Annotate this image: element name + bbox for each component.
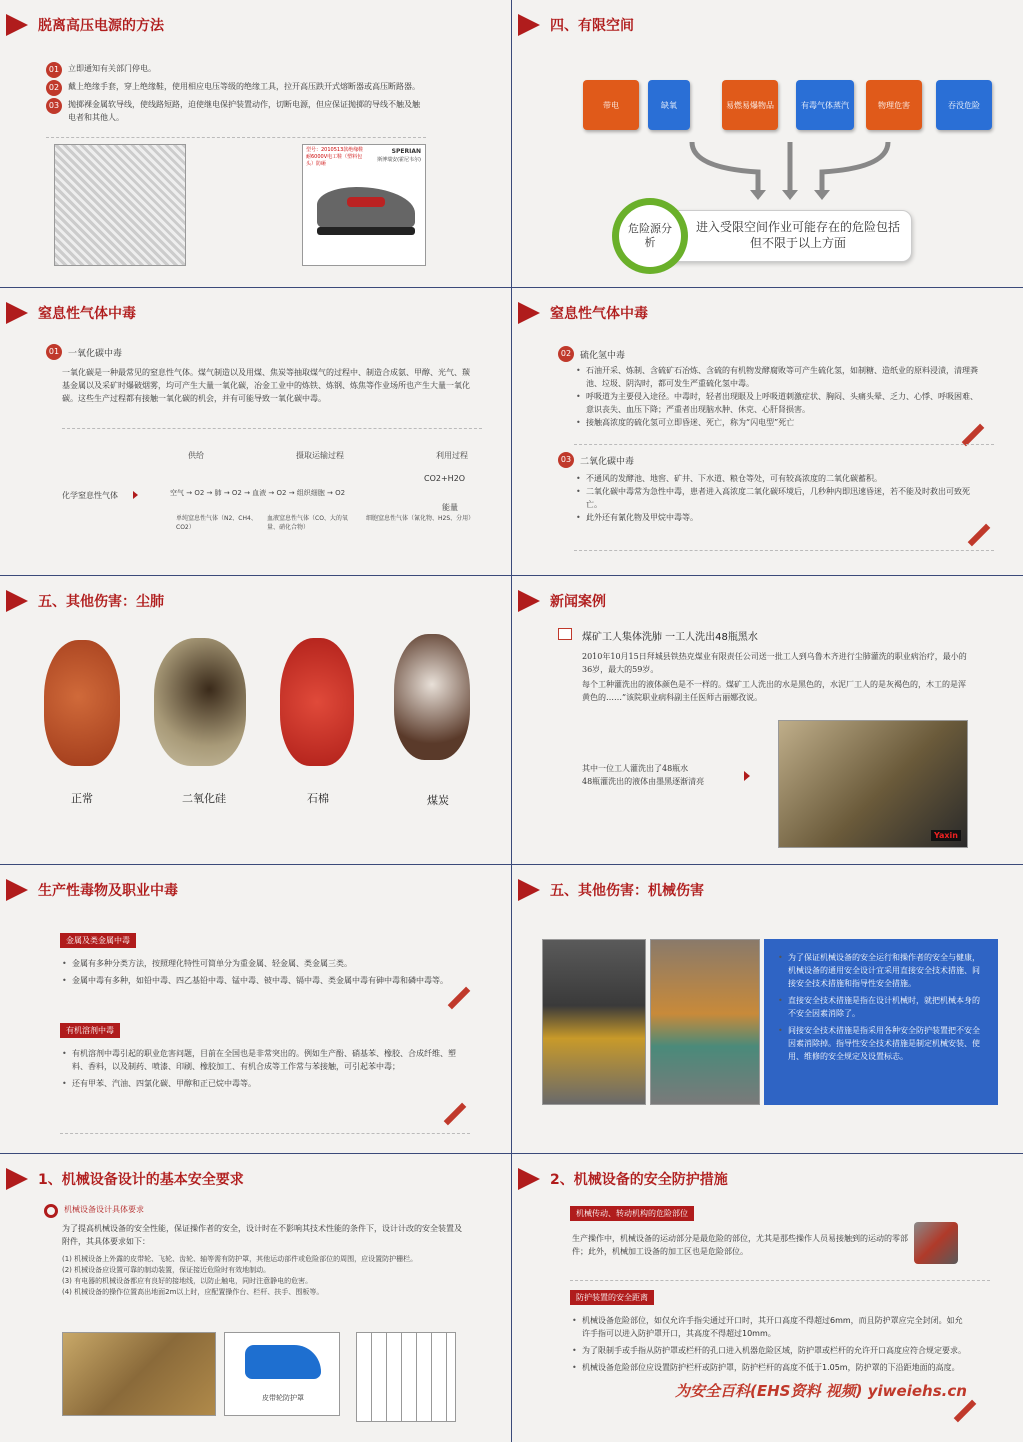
guard-icon (245, 1345, 321, 1379)
header-arrow-icon (518, 302, 540, 324)
watermark: 为安全百科(EHS资料 视频) yiweiehs.cn (675, 1382, 967, 1400)
slide-confined-space (512, 0, 1023, 287)
diagram-top-label: 供给 (188, 451, 204, 460)
news-body: 2010年10月15日拜城县铁热克煤业有限责任公司送一批工人到乌鲁木齐进行尘肺灌洗的职业病治疗，最小的36岁，最大的59岁。 (582, 652, 967, 674)
header-arrow-icon (6, 879, 28, 901)
bullet-list (574, 364, 984, 429)
slide-mechanical-injury (512, 865, 1023, 1153)
list-item: • 为了保证机械设备的安全运行和操作者的安全与健康，机械设备的通用安全设计宜采用直接安全技术措施、间接安全技术措施和指导性安全措施。 (776, 951, 986, 990)
workers-photo (778, 720, 968, 848)
hazard-box: 易燃易爆物品 (722, 80, 778, 130)
section-number: 03 (558, 452, 574, 468)
list-item: • 金属中毒有多种，如铅中毒、四乙基铅中毒、锰中毒、铍中毒、镉中毒、类金属中毒有砷中毒和磷中毒等。 (60, 974, 460, 987)
step-number: 02 (46, 80, 62, 96)
section-tag: 防护装置的安全距离 (570, 1290, 654, 1305)
machine-photo (542, 939, 646, 1105)
bullet-list (60, 1047, 460, 1090)
section-subtitle: 一氧化碳中毒 (68, 348, 123, 359)
belt-guard-image (224, 1332, 340, 1416)
scaffold-image (356, 1332, 456, 1422)
list-item: • 接触高浓度的硫化氢可立即昏迷、死亡，称为“闪电型”死亡 (574, 416, 984, 429)
arrow-icon (744, 771, 750, 781)
list-item: • 间接安全技术措施是指采用各种安全防护装置把不安全因素消除掉。指导性安全技术措施是制定机械安装、使用、维修的安全规定及设置标志。 (776, 1024, 986, 1063)
silica-lung-image (154, 638, 246, 766)
header-arrow-icon (6, 1168, 28, 1190)
list-item: (1) 机械设备上外露的皮带轮、飞轮、齿轮、轴等需有防护罩，其他运动部件或危险部位的周围，应设置防护栅栏。 (62, 1255, 418, 1263)
list-item: • 直接安全技术措施是指在设计机械时，就把机械本身的不安全因素消除了。 (776, 994, 986, 1020)
summary-text: 进入受限空间作业可能存在的危险包括但不限于以上方面 (695, 220, 900, 250)
slide-header (0, 586, 164, 616)
slide-title: 窒息性气体中毒 (38, 306, 136, 322)
shoe-brand-cn: 斯博瑞安(霍尼韦尔) (377, 157, 421, 163)
list-item: • 机械设备危险部位应设置防护栏杆或防护罩，防护栏杆的高度不低于1.05m，防护罩的下沿距地面的高度。 (570, 1361, 966, 1374)
analysis-circle (612, 198, 688, 274)
list-item: (3) 有电器的机械设备都应有良好的接地线，以防止触电，同时注意静电的危害。 (62, 1277, 313, 1285)
list-item (46, 80, 426, 96)
image-caption: 皮带轮防护罩 (262, 1394, 304, 1402)
safety-panel (764, 939, 998, 1105)
bullet-list (574, 472, 984, 524)
section-subtitle: 二氧化碳中毒 (580, 456, 635, 467)
insulated-shoe-image (302, 144, 426, 266)
divider (46, 137, 426, 138)
diagram-top-label: 摄取运输过程 (296, 451, 344, 460)
section-tag: 机械传动、转动机构的危险部位 (570, 1206, 694, 1221)
converging-arrows-icon (672, 138, 902, 202)
slide-title: 窒息性气体中毒 (550, 306, 648, 322)
coal-lung-image (394, 634, 470, 760)
panel-list (776, 951, 986, 1063)
list-item: • 机械设备危险部位，如仅允许手指尖通过开口时，其开口高度不得超过6mm，而且防护罩应完全封闭。如允许手指可以进入防护罩开口，其高度不得超过10mm。 (570, 1314, 966, 1340)
shoe-brand: SPERIAN (391, 148, 421, 155)
section-heading (558, 346, 625, 362)
list-item: (4) 机械设备的操作位置高出地面2m以上时，应配置操作台、栏杆、扶手、围板等。 (62, 1288, 324, 1296)
divider (574, 550, 994, 551)
lung-label: 二氧化硅 (182, 792, 226, 805)
slide-occupational-poisoning (0, 865, 511, 1153)
slide-news-case (512, 576, 1023, 864)
slide-design-requirements (0, 1154, 511, 1442)
diagram-bottom-label: 细胞窒息性气体（氰化物、H2S、分用） (366, 515, 475, 522)
slide-header (0, 298, 136, 328)
slide-title: 五、其他伤害：机械伤害 (550, 883, 704, 899)
list-item: • 石油开采、炼制、含硫矿石冶炼、含硫的有机物发酵腐败等可产生硫化氢，如制糖、造纸业的原料浸渍，清理粪池、垃圾、阴沟时，都可发生严重硫化氢中毒。 (574, 364, 984, 390)
slide-high-voltage (0, 0, 511, 287)
slide-header (512, 586, 606, 616)
section-tag: 金属及类金属中毒 (60, 933, 136, 948)
list-item: • 金属有多种分类方法，按照理化特性可简单分为重金属、轻金属、类金属三类。 (60, 957, 460, 970)
pencil-icon (444, 1103, 467, 1126)
intro-text: 为了提高机械设备的安全性能，保证操作者的安全，设计时在不影响其技术性能的条件下，设计计改的安全装置及附件，其具体要求如下： (62, 1224, 462, 1246)
header-arrow-icon (6, 590, 28, 612)
slide-header (0, 10, 164, 40)
header-arrow-icon (6, 302, 28, 324)
divider (574, 444, 994, 445)
arrow-icon (133, 491, 138, 499)
bullet-list (60, 957, 460, 987)
news-logo: Yaxin (931, 830, 961, 841)
step-number: 01 (46, 62, 62, 78)
section-subtitle: 机械设备设计具体要求 (64, 1205, 144, 1214)
section-heading (46, 344, 122, 360)
step-text: 抛掷裸金属软导线，使线路短路，迫使继电保护装置动作，切断电源，但应保证抛掷的导线不触及触电者和其他人。 (68, 100, 420, 122)
shoe-note: 型号：2010513款绝缘鞋耐6000V电工鞋（塑料包头）防砸 (306, 147, 364, 167)
diagram-bottom-label: 血液窒息性气体（CO、大的氧量、硝化合物） (267, 515, 348, 531)
bullet-list (570, 1314, 966, 1374)
slide-title: 脱离高压电源的方法 (38, 18, 164, 34)
list-item: • 二氧化碳中毒常为急性中毒，患者进入高浓度二氧化碳环境后，几秒种内即迅速昏迷，若不能及时救出可致死亡。 (574, 485, 984, 511)
lung-label: 煤炭 (427, 794, 449, 807)
slide-header (512, 298, 648, 328)
belt-pulley-photo (62, 1332, 216, 1416)
slide-pneumoconiosis (0, 576, 511, 864)
slide-co-poisoning (0, 288, 511, 575)
section-number: 01 (46, 344, 62, 360)
lung-label: 正常 (71, 792, 93, 805)
list-item: (2) 机械设备应设置可靠的制动装置，保证接近危险时有效地制动。 (62, 1266, 271, 1274)
pencil-icon (954, 1400, 977, 1423)
diagram-right-label: CO2+H2O (424, 474, 466, 483)
summary-box (652, 210, 912, 262)
lung-label: 石棉 (307, 792, 329, 805)
list-item: • 有机溶剂中毒引起的职业危害问题，目前在全国也是非常突出的。例如生产酚、硝基苯、橡胶、合成纤维、塑料、香料，以及制药、喷漆、印刷、橡胶加工、有机合成等工作常与苯接触，可引起苯中毒； (60, 1047, 460, 1073)
hazard-box: 有毒气体蒸汽 (796, 80, 854, 130)
requirement-list (62, 1254, 462, 1298)
diagram-top-label: 利用过程 (436, 451, 468, 460)
slide-title: 2、机械设备的安全防护措施 (550, 1172, 728, 1188)
pencil-icon (968, 524, 991, 547)
step-number: 03 (46, 98, 62, 114)
header-arrow-icon (518, 590, 540, 612)
list-item: • 还有甲苯、汽油、四氯化碳、甲醇和正已烷中毒等。 (60, 1077, 460, 1090)
slide-title: 生产性毒物及职业中毒 (38, 883, 178, 899)
gear-icon (44, 1204, 58, 1218)
step-text: 立即通知有关部门停电。 (68, 64, 156, 73)
slide-title: 新闻案例 (550, 594, 606, 610)
slide-header (512, 10, 634, 40)
shoe-icon (317, 187, 415, 231)
diagram-chain: 空气 → O2 → 肺 → O2 → 血液 → O2 → 组织细胞 → O2 (170, 489, 346, 497)
section-tag: 有机溶剂中毒 (60, 1023, 120, 1038)
slide-title: 四、有限空间 (550, 18, 634, 34)
section-body: 一氧化碳是一种最常见的窒息性气体。煤气制造以及用煤、焦炭等抽取煤气的过程中、制造合成氨、甲醇、光气、羰基金属以及采矿时爆破烟雾，均可产生大量一氧化碳，冶金工业中的炼铁、炼钢、炼焦等作业场所也产生大量一氧化碳。这些生产过程都有接触一氧化碳的机会，并有可能导致一氧化碳中毒。 (62, 368, 470, 403)
list-item: • 此外还有氰化物及甲烷中毒等。 (574, 511, 984, 524)
machine-photo (650, 939, 760, 1105)
list-item: • 为了限制手或手指从防护罩或栏杆的孔口进入机器危险区域，防护罩或栏杆的允许开口高度应符合规定要求。 (570, 1344, 966, 1357)
hazard-box: 物理危害 (866, 80, 922, 130)
step-list (46, 62, 426, 124)
list-item (46, 62, 426, 78)
section-body: 生产操作中，机械设备的运动部分是最危险的部位，尤其是那些操作人员易接触到的运动的零部件；此外，机械加工设备的加工区也是危险部位。 (572, 1234, 908, 1256)
diagram-bottom-label: 单纯窒息性气体（N2、CH4、CO2） (176, 515, 257, 531)
slide-header (512, 875, 704, 905)
document-icon (558, 628, 572, 640)
hazard-box: 吞没危险 (936, 80, 992, 130)
pencil-icon (448, 987, 471, 1010)
normal-lung-image (44, 640, 120, 766)
news-body: 每个工种灌洗出的液体颜色是不一样的。煤矿工人洗出的水是黑色的，水泥厂工人的是灰褐色的，木工的是浑黄色的……”该院职业病科副主任医师古丽娜孜说。 (582, 680, 966, 702)
divider (570, 1280, 990, 1281)
analysis-label: 危险源分析 (619, 205, 681, 267)
hazard-box: 缺氧 (648, 80, 690, 130)
step-text: 戴上绝缘手套，穿上绝缘鞋，使用相应电压等级的绝缘工具，拉开高压跌开式熔断器或高压断路器。 (68, 82, 420, 91)
slide-h2s-co2 (512, 288, 1023, 575)
section-heading (558, 452, 634, 468)
shoe-sole (317, 227, 415, 235)
header-arrow-icon (518, 14, 540, 36)
header-arrow-icon (6, 14, 28, 36)
news-headline: 煤矿工人集体洗肺 一工人洗出48瓶黑水 (582, 632, 758, 643)
shoe-stripe (347, 197, 385, 207)
section-number: 02 (558, 346, 574, 362)
slide-title: 五、其他伤害：尘肺 (38, 594, 164, 610)
slide-header (0, 1164, 244, 1194)
divider (62, 428, 482, 429)
list-item: • 呼吸道为主要侵入途径。中毒时，轻者出现眼及上呼吸道刺激症状、胸闷、头痛头晕、乏力、心悸、呼吸困难、意识丧失、血压下降；严重者出现脑水肿、休克、心肝肾损害。 (574, 390, 984, 416)
hazard-box: 带电 (583, 80, 639, 130)
case-note: 48瓶灌洗出的液体由墨黑逐渐清亮 (582, 777, 705, 786)
slide-header (0, 875, 178, 905)
diagram-energy-label: 能量 (442, 503, 458, 512)
rescue-illustration (54, 144, 186, 266)
list-item (46, 98, 426, 124)
case-note: 其中一位工人灌洗出了48瓶水 (582, 764, 689, 773)
asbestos-lung-image (280, 638, 354, 766)
slide-title: 1、机械设备设计的基本安全要求 (38, 1172, 244, 1188)
diagram-left-label: 化学窒息性气体 (62, 491, 118, 500)
list-item: • 不通风的发酵池、地窖、矿井、下水道、粮仓等处，可有较高浓度的二氧化碳蓄积。 (574, 472, 984, 485)
machine-part-image (914, 1222, 958, 1264)
header-arrow-icon (518, 879, 540, 901)
section-subtitle: 硫化氢中毒 (580, 350, 626, 361)
diagram-bottom-labels (176, 514, 476, 532)
slide-header (512, 1164, 728, 1194)
header-arrow-icon (518, 1168, 540, 1190)
divider (60, 1133, 470, 1134)
diagram-top-labels (188, 450, 468, 461)
